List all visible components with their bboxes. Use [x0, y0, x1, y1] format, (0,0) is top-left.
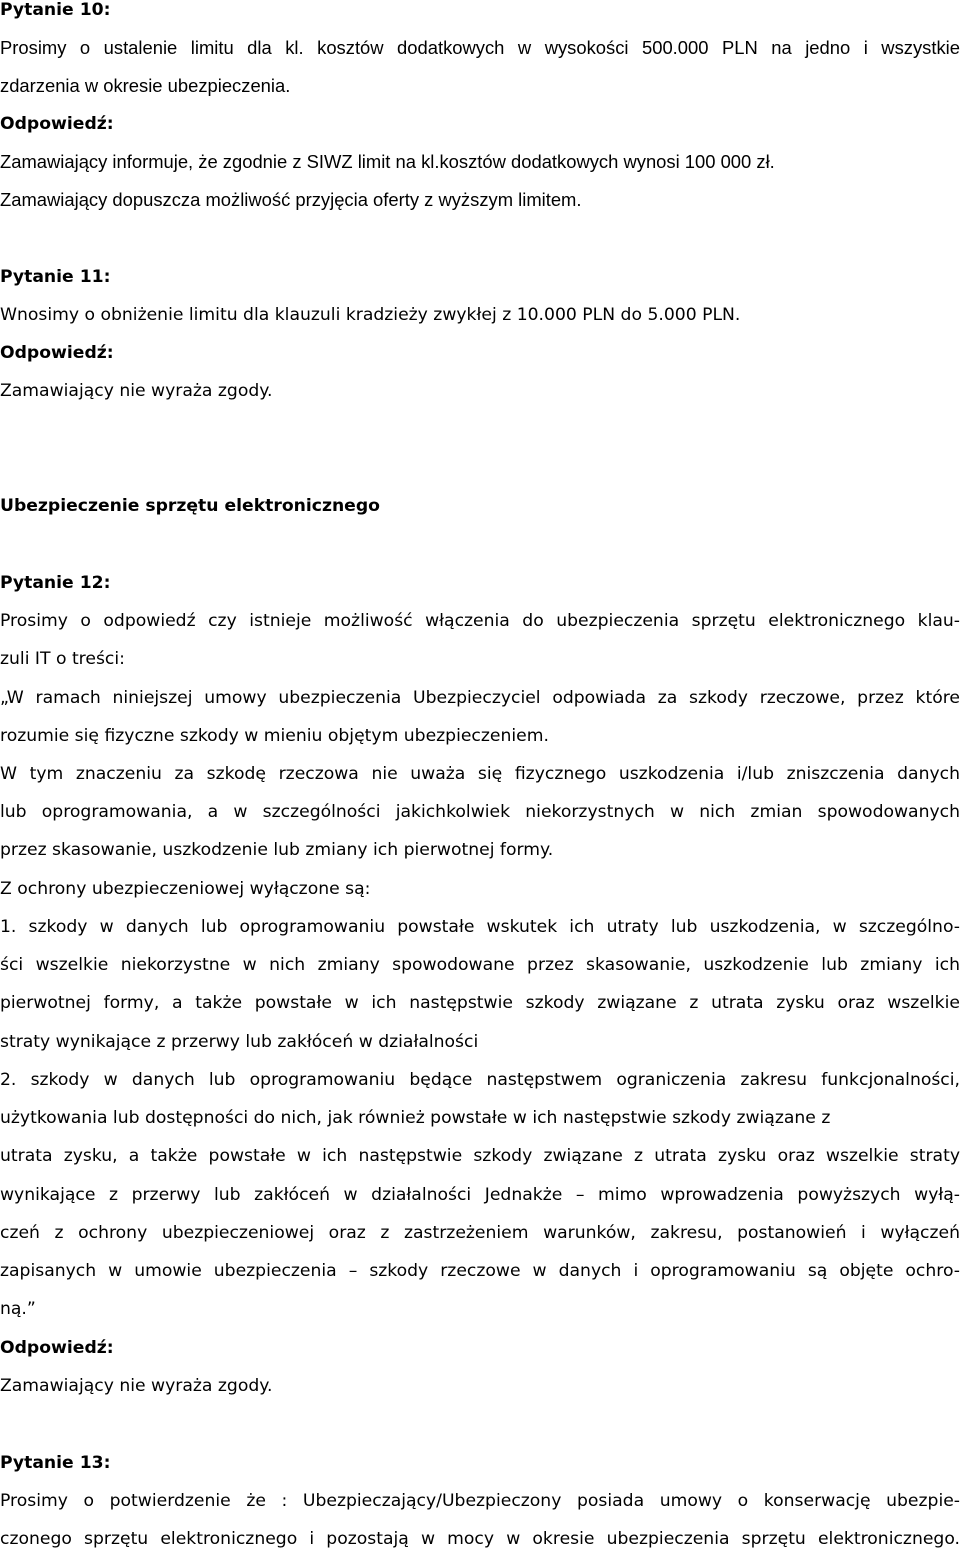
question-11-heading: Pytanie 11: [0, 267, 111, 287]
question-12-line-3: „W ramach niniejszej umowy ubezpieczenia Ubezpieczyciel odpowiada za szkody rzeczowe, przez które [0, 688, 960, 708]
question-12-line-2: zuli IT o treści: [0, 649, 125, 669]
question-12-line-5: W tym znaczeniu za szkodę rzeczowa nie uważa się fizycznego uszkodzenia i/lub zniszczenia danych [0, 764, 960, 784]
answer-10-text-line-1: Zamawiający informuje, że zgodnie z SIWZ limit na kl.kosztów dodatkowych wynosi 100 000 zł. [0, 151, 775, 172]
question-12-line-18: zapisanych w umowie ubezpieczenia – szkody rzeczowe w danych i oprogramowaniu są objęte ochro- [0, 1261, 960, 1281]
question-12-line-11: pierwotnej formy, a także powstałe w ich następstwie szkody związane z utrata zysku oraz wszelkie [0, 993, 960, 1013]
question-12-line-16: wynikające z przerwy lub zakłóceń w działalności Jednakże – mimo wprowadzenia powyższych wyłą- [0, 1185, 960, 1205]
question-12-line-9: 1. szkody w danych lub oprogramowaniu powstałe wskutek ich utraty lub uszkodzenia, w szczególno- [0, 917, 960, 937]
question-12-line-10: ści wszelkie niekorzystne w nich zmiany spowodowane przez skasowanie, uszkodzenie lub zmiany ich [0, 955, 960, 975]
question-11-text: Wnosimy o obniżenie limitu dla klauzuli kradzieży zwykłej z 10.000 PLN do 5.000 PLN. [0, 305, 741, 325]
question-12-line-14: użytkowania lub dostępności do nich, jak również powstałe w ich następstwie szkody związane z [0, 1108, 831, 1128]
question-13-line-1: Prosimy o potwierdzenie że : Ubezpieczający/Ubezpieczony posiada umowy o konserwację ubezpie- [0, 1491, 960, 1511]
section-title: Ubezpieczenie sprzętu elektronicznego [0, 496, 380, 516]
question-12-line-7: przez skasowanie, uszkodzenie lub zmiany ich pierwotnej formy. [0, 840, 554, 860]
answer-10-label: Odpowiedź: [0, 114, 114, 134]
question-10-heading: Pytanie 10: [0, 0, 111, 20]
question-10-text-line-1: Prosimy o ustalenie limitu dla kl. kosztów dodatkowych w wysokości 500.000 PLN na jedno i wszystkie [0, 37, 960, 58]
answer-12-text: Zamawiający nie wyraża zgody. [0, 1376, 273, 1396]
question-13-line-2: czonego sprzętu elektronicznego i pozostają w mocy w okresie ubezpieczenia sprzętu elektronicznego. [0, 1529, 960, 1549]
question-10-text-line-2: zdarzenia w okresie ubezpieczenia. [0, 75, 291, 96]
question-12-line-15: utrata zysku, a także powstałe w ich następstwie szkody związane z utrata zysku oraz wszelkie straty [0, 1146, 960, 1166]
question-12-line-1: Prosimy o odpowiedź czy istnieje możliwość włączenia do ubezpieczenia sprzętu elektronicznego klau- [0, 611, 960, 631]
answer-11-text: Zamawiający nie wyraża zgody. [0, 381, 273, 401]
question-12-line-6: lub oprogramowania, a w szczególności jakichkolwiek niekorzystnych w nich zmian spowodowanych [0, 802, 960, 822]
question-12-line-4: rozumie się fizyczne szkody w mieniu objętym ubezpieczeniem. [0, 726, 549, 746]
question-12-line-19: ną.” [0, 1299, 36, 1319]
question-12-line-12: straty wynikające z przerwy lub zakłóceń w działalności [0, 1032, 479, 1052]
question-12-heading: Pytanie 12: [0, 573, 111, 593]
question-12-line-8: Z ochrony ubezpieczeniowej wyłączone są: [0, 879, 371, 899]
answer-10-text-line-2: Zamawiający dopuszcza możliwość przyjęcia oferty z wyższym limitem. [0, 189, 582, 210]
question-13-heading: Pytanie 13: [0, 1453, 111, 1473]
answer-11-label: Odpowiedź: [0, 343, 114, 363]
answer-12-label: Odpowiedź: [0, 1338, 114, 1358]
question-12-line-13: 2. szkody w danych lub oprogramowaniu będące następstwem ograniczenia zakresu funkcjonalności, [0, 1070, 960, 1090]
question-12-line-17: czeń z ochrony ubezpieczeniowej oraz z zastrzeżeniem warunków, zakresu, postanowień i wyłączeń [0, 1223, 960, 1243]
